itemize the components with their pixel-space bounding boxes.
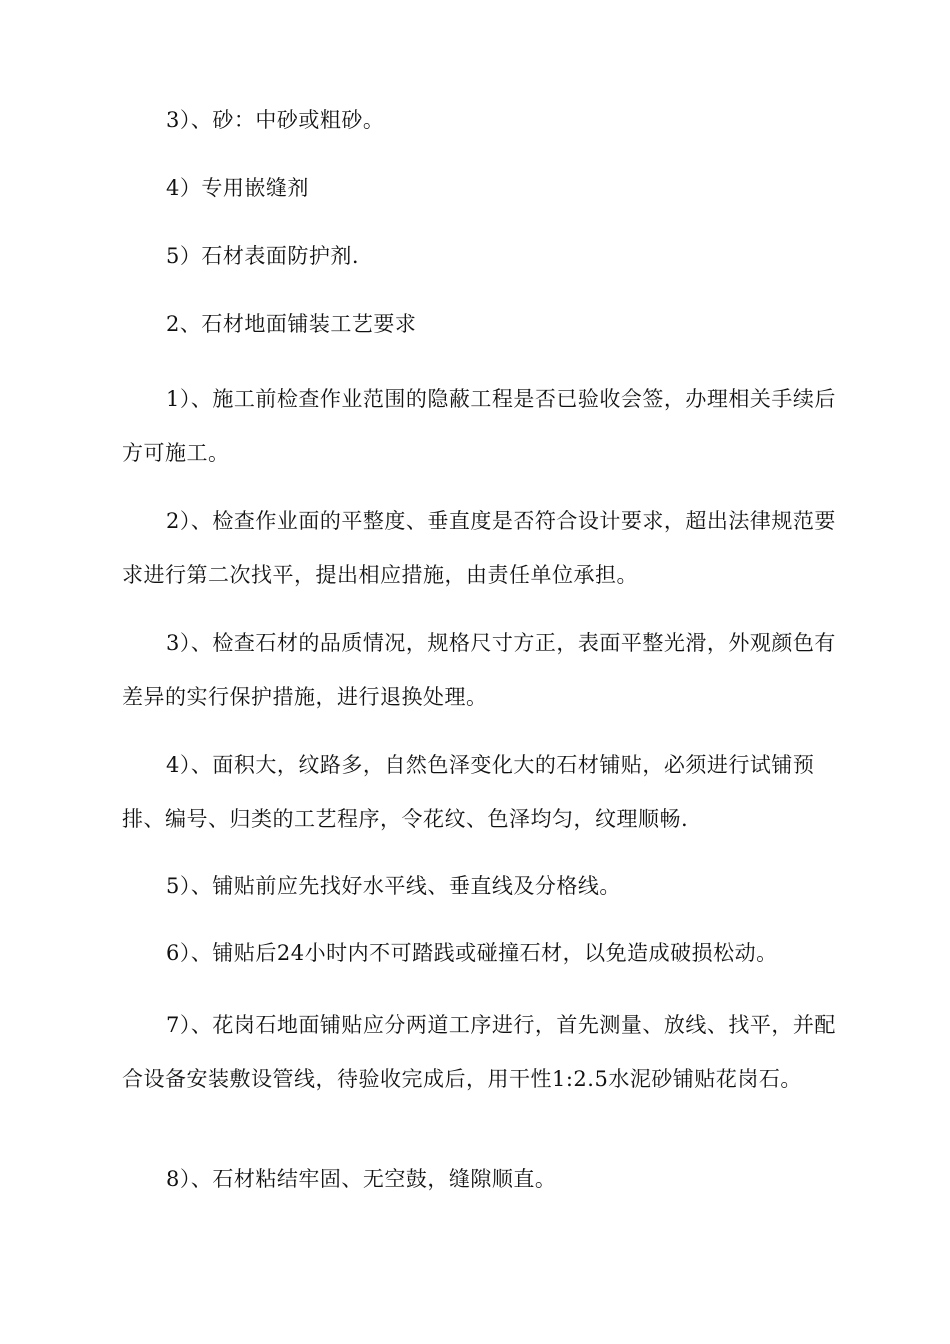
paragraph-step-5: 5）、铺贴前应先找好水平线、垂直线及分格线。 <box>166 874 621 898</box>
paragraph-step-2: 2）、检查作业面的平整度、垂直度是否符合设计要求，超出法律规范要求进行第二次找平，提出相应措施，由责任单位承担。 <box>122 509 836 587</box>
paragraph-step-6: 6）、铺贴后24小时内不可踏践或碰撞石材，以免造成破损松动。 <box>166 941 778 965</box>
paragraph-step-8: 8）、石材粘结牢固、无空鼓，缝隙顺直。 <box>166 1167 557 1191</box>
paragraph-sand: 3）、砂：中砂或粗砂。 <box>166 108 385 132</box>
paragraph-step-7: 7）、花岗石地面铺贴应分两道工序进行，首先测量、放线、找平，并配合设备安装敷设管线，待验收完成后，用干性1:2.5水泥砂铺贴花岗石。 <box>122 1013 836 1091</box>
paragraph-step-1: 1）、施工前检查作业范围的隐蔽工程是否已验收会签，办理相关手续后方可施工。 <box>122 387 836 465</box>
paragraph-protectant: 5）石材表面防护剂. <box>166 244 360 268</box>
paragraph-step-4: 4）、面积大，纹路多，自然色泽变化大的石材铺贴，必须进行试铺预排、编号、归类的工艺程序，令花纹、色泽均匀，纹理顺畅. <box>122 753 815 831</box>
paragraph-grout: 4）专用嵌缝剂 <box>166 176 309 200</box>
section-heading: 2、石材地面铺装工艺要求 <box>166 312 417 336</box>
paragraph-step-3: 3）、检查石材的品质情况，规格尺寸方正，表面平整光滑，外观颜色有差异的实行保护措施，进行退换处理。 <box>122 631 836 709</box>
